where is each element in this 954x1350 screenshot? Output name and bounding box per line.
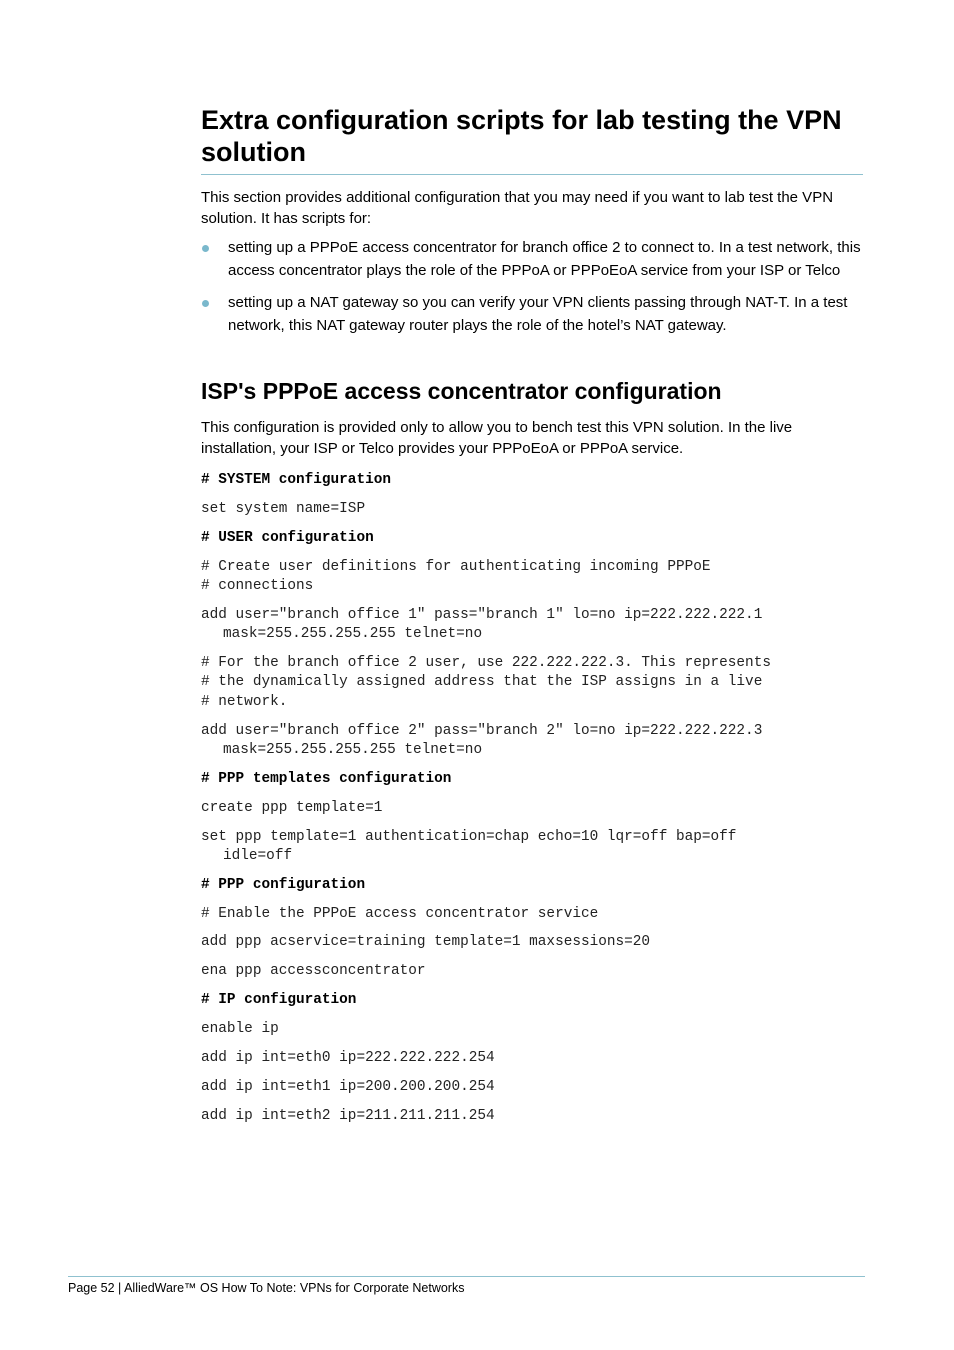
code-comment: # Create user definitions for authenticating incoming PPPoE # connections xyxy=(201,558,711,594)
subsection-heading: ISP's PPPoE access concentrator configuration xyxy=(201,378,722,404)
list-item: setting up a PPPoE access concentrator for branch office 2 to connect to. In a test network, this access concentrator plays the role of the PPPoA or PPPoEoA service from your ISP or Telco xyxy=(201,237,863,282)
code-line: add user="branch office 2" pass="branch 2" lo=no ip=222.222.222.3 mask=255.255.255.255 telnet=no xyxy=(201,722,763,758)
code-line: set ppp template=1 authentication=chap echo=10 lqr=off bap=off idle=off xyxy=(201,828,737,864)
page-footer: Page 52 | AlliedWare™ OS How To Note: VPNs for Corporate Networks xyxy=(68,1281,465,1295)
script-list xyxy=(201,237,863,337)
section-heading: Extra configuration scripts for lab testing the VPN solution xyxy=(201,104,863,175)
code-comment-heading: # USER configuration xyxy=(201,529,374,546)
code-comment: # Enable the PPPoE access concentrator service xyxy=(201,905,599,922)
intro-paragraph: This section provides additional configuration that you may need if you want to lab test the VPN solution. It has scripts for: xyxy=(201,189,834,227)
bullet-icon xyxy=(202,300,209,307)
code-line: add ip int=eth2 ip=211.211.211.254 xyxy=(201,1107,495,1124)
bullet-icon xyxy=(202,245,209,252)
config-script xyxy=(201,471,863,1126)
code-comment: # For the branch office 2 user, use 222.222.222.3. This represents # the dynamically assigned address that the ISP assigns in a live # network. xyxy=(201,655,771,710)
code-line: ena ppp accessconcentrator xyxy=(201,963,426,980)
code-comment-heading: # PPP configuration xyxy=(201,876,366,893)
code-line: create ppp template=1 xyxy=(201,799,383,816)
list-item: setting up a NAT gateway so you can verify your VPN clients passing through NAT-T. In a test network, this NAT gateway router plays the role of the hotel’s NAT gateway. xyxy=(201,292,863,337)
code-line: add ip int=eth0 ip=222.222.222.254 xyxy=(201,1050,495,1067)
code-comment-heading: # SYSTEM configuration xyxy=(201,472,391,488)
code-line: enable ip xyxy=(201,1021,279,1038)
config-intro-paragraph: This configuration is provided only to allow you to bench test this VPN solution. In the live installation, your ISP or Telco provides your PPPoEoA or PPPoA service. xyxy=(201,419,793,457)
code-line: add user="branch office 1" pass="branch 1" lo=no ip=222.222.222.1 mask=255.255.255.255 telnet=no xyxy=(201,606,763,643)
code-comment-heading: # PPP templates configuration xyxy=(201,770,452,787)
code-line: add ppp acservice=training template=1 maxsessions=20 xyxy=(201,934,651,951)
page-content xyxy=(201,104,863,1136)
code-line: set system name=ISP xyxy=(201,500,366,517)
code-comment-heading: # IP configuration xyxy=(201,992,357,1009)
footer-divider xyxy=(68,1276,865,1277)
code-line: add ip int=eth1 ip=200.200.200.254 xyxy=(201,1078,495,1095)
